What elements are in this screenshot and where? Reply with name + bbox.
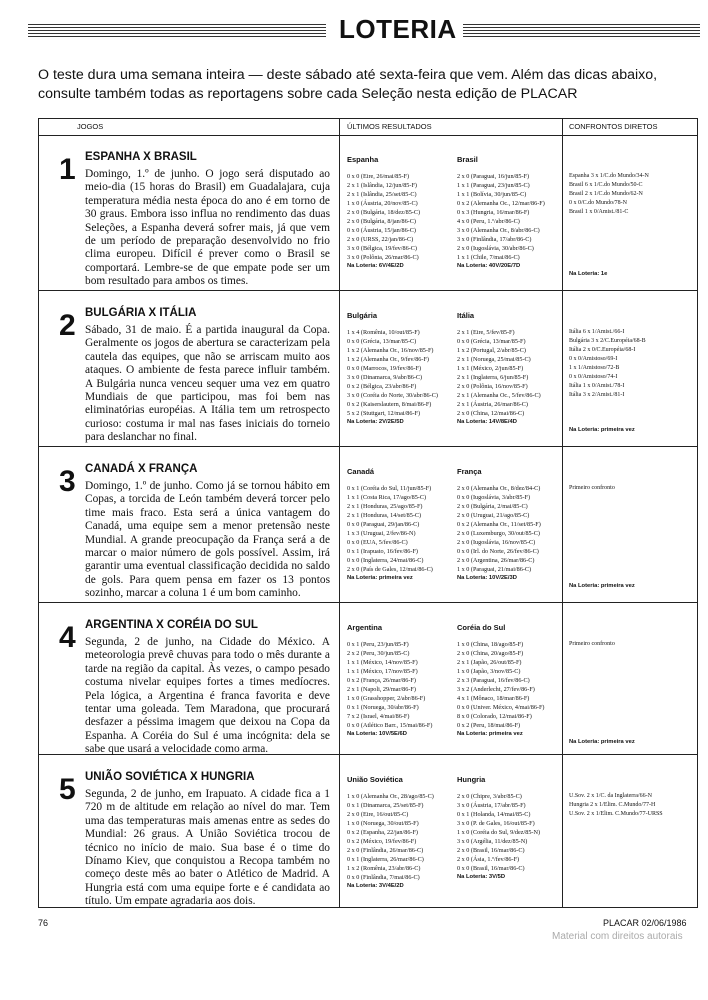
match-title: UNIÃO SOVIÉTICA X HUNGRIA — [85, 771, 255, 783]
result-line: 2 x 1 (Eire, 5/fev/85-F) — [457, 329, 515, 336]
team-a-name: Canadá — [347, 467, 375, 476]
confronto-line: 0 x 0/C.do Mundo/78-N — [569, 200, 628, 206]
result-line: 0 x 0 (Eire, 26/mai/85-F) — [347, 173, 410, 180]
team-a-name: Bulgária — [347, 311, 378, 320]
result-line: 1 x 1 (Costa Rica, 17/ago/85-C) — [347, 494, 427, 501]
team-a-name: União Soviética — [347, 775, 403, 784]
result-line: 1 x 2 (Alemanha Or., 9/fev/86-F) — [347, 356, 429, 363]
result-line: 1 x 1 (México, 14/nov/85-F) — [347, 659, 418, 666]
confrontos-list — [569, 328, 695, 400]
result-line: 0 x 2 (Espanha, 22/jan/86-F) — [347, 829, 418, 836]
confrontos-lottery: Na Loteria: 1e — [569, 271, 608, 277]
team-b-name: Itália — [457, 311, 475, 320]
result-line: 0 x 1 (Irapuato, 16/fev/86-F) — [347, 548, 418, 555]
result-line: 0 x 0 (Atlético Barr., 15/mai/86-F) — [347, 722, 433, 729]
result-line: 0 x 2 (México, 19/fev/86-F) — [347, 838, 417, 845]
team-a-lottery: Na Loteria: 2V/2E/5D — [347, 419, 404, 425]
result-line: 0 x 2 (Alemanha Oc., 12/mar/86-F) — [457, 200, 545, 207]
result-line: 0 x 1 (Coréia do Sul, 11/jun/85-F) — [347, 485, 432, 492]
result-line: 2 x 1 (Japão, 26/out/85-F) — [457, 659, 522, 666]
result-line: 1 x 0 (Paraguai, 21/mai/86-C) — [457, 566, 532, 573]
result-line: 0 x 1 (Peru, 23/jun/85-F) — [347, 641, 409, 648]
match-number: 5 — [59, 773, 76, 806]
col-confrontos: CONFRONTOS DIRETOS — [569, 122, 658, 131]
result-line: 0 x 0 (Marrocos, 19/fev/86-F) — [347, 365, 422, 372]
result-line: 0 x 1 (Holanda, 14/mai/85-C) — [457, 811, 531, 818]
result-line: 2 x 0 (Chipre, 3/abr/85-C) — [457, 793, 522, 800]
team-b-name: Brasil — [457, 155, 478, 164]
confronto-line: U.Sov. 2 x 1/Elim. C.Mundo/77-URSS — [569, 811, 663, 817]
result-line: 1 x 1 (México, 17/nov/85-F) — [347, 668, 418, 675]
result-line: 2 x 1 (Alemanha Oc., 5/fev/86-C) — [457, 392, 541, 399]
result-line: 2 x 1 (Islândia, 12/jun/85-F) — [347, 182, 417, 189]
team-b-name: Hungria — [457, 775, 486, 784]
match-number: 1 — [59, 153, 76, 186]
result-line: 2 x 1 (Áustria, 26/mar/86-C) — [457, 401, 528, 408]
header-rule-right — [456, 24, 700, 38]
confrontos-lottery: Na Loteria: primeira vez — [569, 427, 635, 433]
col-resultados: ÚLTIMOS RESULTADOS — [347, 122, 432, 131]
team-a-name: Espanha — [347, 155, 379, 164]
result-line: 0 x 0 (Iugoslávia, 3/abr/85-F) — [457, 494, 531, 501]
result-line: 2 x 0 (Bulgária, 8/jan/86-C) — [347, 218, 416, 225]
result-line: 4 x 1 (Mônaco, 18/mar/86-F) — [457, 695, 530, 702]
result-line: 0 x 1 (Noruega, 30/abr/86-F) — [347, 704, 419, 711]
team-a-results — [347, 172, 455, 271]
section-title: LOTERIA — [333, 14, 463, 45]
result-line: 5 x 2 (Stuttgart, 12/mai/86-F) — [347, 410, 421, 417]
team-b-lottery: Na Loteria: 10V/2E/3D — [457, 575, 517, 581]
match-number: 4 — [59, 621, 76, 654]
result-line: 1 x 2 (Portugal, 2/abr/85-C) — [457, 347, 526, 354]
result-line: 2 x 0 (Bulgária, 2/mai/85-C) — [457, 503, 528, 510]
match-row — [39, 135, 697, 291]
team-b-name: Coréia do Sul — [457, 623, 506, 632]
result-line: 0 x 0 (Grécia, 13/mar/85-C) — [347, 338, 417, 345]
page-number: 76 — [38, 918, 49, 928]
copyright-watermark: Material com direitos autorais — [552, 931, 683, 942]
result-line: 2 x 1 (Honduras, 25/ago/85-F) — [347, 503, 423, 510]
result-line: 2 x 0 (Iugoslávia, 30/abr/86-C) — [457, 245, 534, 252]
result-line: 1 x 3 (Uruguai, 2/fev/86-N) — [347, 530, 416, 537]
result-line: 0 x 0 (Áustria, 15/jan/86-C) — [347, 227, 416, 234]
team-a-results — [347, 792, 455, 891]
match-number: 3 — [59, 465, 76, 498]
match-title: CANADÁ X FRANÇA — [85, 463, 198, 475]
team-a-results — [347, 484, 455, 583]
result-line: 3 x 0 (P. de Gales, 16/out/85-F) — [457, 820, 535, 827]
result-line: 0 x 0 (Paraguai, 29/jan/86-C) — [347, 521, 420, 528]
result-line: 0 x 1 (Dinamarca, 25/set/85-F) — [347, 802, 424, 809]
table-header — [39, 119, 697, 136]
team-a-lottery: Na Loteria: 3V/4E/2D — [347, 883, 404, 889]
team-b-name: França — [457, 467, 482, 476]
team-b-results — [457, 484, 565, 583]
team-b-lottery: Na Loteria: 3V/5D — [457, 874, 505, 880]
result-line: 1 x 0 (Coréia do Sul, 9/dez/85-N) — [457, 829, 540, 836]
confronto-line: Primeiro confronto — [569, 641, 615, 647]
result-line: 1 x 0 (Áustria, 20/nov/85-C) — [347, 200, 418, 207]
result-line: 1 x 1 (Bolívia, 30/jun/85-C) — [457, 191, 527, 198]
result-line: 1 x 0 (Noruega, 30/out/85-F) — [347, 820, 419, 827]
result-line: 2 x 0 (URSS, 22/jan/86-C) — [347, 236, 414, 243]
confronto-line: Brasil 2 x 1/C.do Mundo/62-N — [569, 191, 643, 197]
result-line: 0 x 0 (Brasil, 16/mar/86-C) — [457, 865, 525, 872]
result-line: 2 x 3 (Paraguai, 16/fev/86-C) — [457, 677, 530, 684]
section-header — [28, 14, 700, 44]
match-description: Domingo, 1.º de junho. Como já se tornou hábito em Copas, a torcida de León também deverá torcer pelo time mais fraco. Esta será a única vantagem do Canadá, uma equipe sem a menor pretensão neste Mundial. A grande preocupação da França será a de marcar o maior número de gols possível. Assim, irá garantir uma eventual classificação decidida no saldo de gols. Para quem pensa em fazer os 13 pontos sozinho, marcar a coluna 1 é um bom caminho. — [85, 480, 330, 600]
result-line: 1 x 1 (México, 2/jun/85-F) — [457, 365, 524, 372]
confronto-line: Itália 3 x 2/Amist./81-I — [569, 392, 625, 398]
confrontos-list — [569, 172, 695, 217]
confronto-line: Brasil 1 x 0/Amist./81-C — [569, 209, 629, 215]
result-line: 3 x 2 (Anderlecht, 27/fev/86-F) — [457, 686, 535, 693]
confronto-line: Itália 1 x 0/Amist./78-I — [569, 383, 625, 389]
result-line: 2 x 0 (Bulgária, 18/dez/85-C) — [347, 209, 421, 216]
match-description: Segunda, 2 de junho, na Cidade do México. A meteorologia prevê chuvas para todo o mês durante a tarde na região da capital. Às vezes, o campo pesado costuma nivelar equipes fortes a times medíocres. Pela lógica, a Argentina é franca favorita e deve tentar uma goleada. Tem Maradona, que procurará desfazer a péssima imagem que deixou na Copa da Espanha. A Coréia do Sul é uma incógnita: dela se sabe que usará a velocidade como arma. — [85, 636, 330, 756]
result-line: 0 x 3 (Hungria, 16/mar/86-F) — [457, 209, 530, 216]
result-line: 1 x 2 (Alemanha Or., 16/nov/85-F) — [347, 347, 434, 354]
result-line: 2 x 1 (Noruega, 25/mai/85-C) — [457, 356, 531, 363]
team-b-lottery: Na Loteria: 40V/20E/7D — [457, 263, 521, 269]
result-line: 1 x 0 (Alemanha Or., 28/ago/85-C) — [347, 793, 434, 800]
team-a-lottery: Na Loteria: 6V/4E/2D — [347, 263, 404, 269]
result-line: 3 x 0 (Dinamarca, 9/abr/86-C) — [347, 374, 423, 381]
result-line: 3 x 0 (Coréia do Norte, 30/abr/86-C) — [347, 392, 438, 399]
col-jogos: JOGOS — [77, 122, 104, 131]
confrontos-list — [569, 792, 695, 819]
team-b-results — [457, 640, 565, 739]
result-line: 7 x 2 (Israel, 4/mai/86-F) — [347, 713, 410, 720]
result-line: 2 x 0 (Paraguai, 16/jun/85-F) — [457, 173, 530, 180]
header-rule-left — [28, 24, 326, 38]
confronto-line: 0 x 0/Amistoso/74-I — [569, 374, 618, 380]
result-line: 0 x 2 (Alemanha Or., 11/set/85-F) — [457, 521, 541, 528]
match-description: Sábado, 31 de maio. É a partida inaugural da Copa. Geralmente os jogos de abertura se caracterizam pela cautela das equipes, que não se arriscam muito aos ataques. O ambiente de festa parece influir também. A Bulgária nunca venceu sequer uma vez em quatro Mundiais de que participou, mas foi bem nas eliminatórias européias. A Itália tem um retrospecto curioso: costuma ir mal nas fases iniciais do torneio para deslanchar no final. — [85, 324, 330, 444]
result-line: 2 x 2 (Peru, 30/jun/85-C) — [347, 650, 410, 657]
result-line: 3 x 0 (Finlândia, 17/abr/86-C) — [457, 236, 532, 243]
result-line: 1 x 0 (Japão, 3/nov/85-C) — [457, 668, 521, 675]
result-line: 0 x 0 (Finlândia, 7/mai/86-C) — [347, 874, 420, 881]
result-line: 0 x 1 (Inglaterra, 26/mar/86-C) — [347, 856, 424, 863]
match-row — [39, 291, 697, 447]
result-line: 0 x 0 (Irl. do Norte, 26/fev/86-C) — [457, 548, 539, 555]
match-row — [39, 447, 697, 603]
result-line: 1 x 0 (Grasshopper, 2/abr/86-F) — [347, 695, 426, 702]
match-description: Segunda, 2 de junho, em Irapuato. A cidade fica a 1 720 m de altitude em relação ao nível do mar. Tem uma das temperaturas mais amenas entre as sedes do Mundial: 26 graus. A União Soviética trocou de técnico no início de maio. Sua base é o time do Dínamo Kiev, que conquistou a Recopa também no começo deste mês ao bater o Atlético de Madrid. A Hungria está com uma equipe forte e é candidata ao título. Um empate agradaria aos dois. — [85, 788, 330, 908]
confronto-line: Itália 6 x 1/Amist./66-I — [569, 329, 625, 335]
match-number: 2 — [59, 309, 76, 342]
result-line: 3 x 0 (Alemanha Or., 8/abr/86-C) — [457, 227, 540, 234]
result-line: 2 x 0 (China, 12/mai/86-C) — [457, 410, 525, 417]
confronto-line: Bulgária 3 x 2/C.Européia/68-B — [569, 338, 646, 344]
team-a-results — [347, 640, 455, 739]
result-line: 0 x 0 (Univer. México, 4/mai/86-F) — [457, 704, 545, 711]
result-line: 1 x 2 (Romênia, 23/abr/86-C) — [347, 865, 421, 872]
confronto-line: U.Sov. 2 x 1/C. da Inglaterra/66-N — [569, 793, 652, 799]
confrontos-lottery: Na Loteria: primeira vez — [569, 739, 635, 745]
result-line: 0 x 2 (França, 26/mar/86-F) — [347, 677, 416, 684]
confronto-line: Brasil 6 x 1/C.do Mundo/50-C — [569, 182, 643, 188]
match-row — [39, 603, 697, 755]
result-line: 2 x 0 (Alemanha Or., 8/dez/84-C) — [457, 485, 541, 492]
confronto-line: Itália 2 x 0/C.Européia/68-I — [569, 347, 636, 353]
result-line: 2 x 0 (Brasil, 16/mar/86-C) — [457, 847, 525, 854]
match-title: BULGÁRIA X ITÁLIA — [85, 307, 197, 319]
result-line: 0 x 0 (Grécia, 13/mar/85-F) — [457, 338, 526, 345]
confrontos-lottery: Na Loteria: primeira vez — [569, 583, 635, 589]
confrontos-list — [569, 640, 695, 649]
result-line: 2 x 0 (China, 20/ago/85-F) — [457, 650, 524, 657]
confronto-line: 1 x 1/Amistoso/72-B — [569, 365, 620, 371]
result-line: 2 x 0 (Argentina, 26/mar/86-C) — [457, 557, 535, 564]
result-line: 2 x 0 (País de Gales, 12/mai/86-C) — [347, 566, 433, 573]
team-b-results — [457, 172, 565, 271]
result-line: 0 x 0 (EUA, 5/fev/86-C) — [347, 539, 408, 546]
intro-text: O teste dura uma semana inteira — deste sábado até sexta-feira que vem. Além das dicas abaixo, consulte também todas as reportagens sobre cada Seleção nesta edição de PLACAR — [38, 67, 658, 102]
confronto-line: Espanha 3 x 1/C.do Mundo/34-N — [569, 173, 649, 179]
lottery-table — [38, 118, 698, 908]
match-row — [39, 755, 697, 907]
result-line: 3 x 0 (Áustria, 17/abr/85-F) — [457, 802, 526, 809]
result-line: 3 x 0 (Argélia, 11/dez/85-N) — [457, 838, 528, 845]
result-line: 0 x 0 (Inglaterra, 24/mai/86-C) — [347, 557, 424, 564]
result-line: 3 x 0 (Polônia, 26/mar/86-C) — [347, 254, 419, 261]
confronto-line: Hungria 2 x 1/Elim. C.Mundo/77-H — [569, 802, 656, 808]
team-a-lottery: Na Loteria: primeira vez — [347, 575, 413, 581]
result-line: 1 x 1 (Paraguai, 23/jun/85-C) — [457, 182, 530, 189]
confronto-line: Primeiro confronto — [569, 485, 615, 491]
publication-date: PLACAR 02/06/1986 — [603, 918, 687, 928]
confrontos-list — [569, 484, 695, 493]
result-line: 2 x 1 (Islândia, 25/set/85-C) — [347, 191, 417, 198]
result-line: 1 x 1 (Chile, 7/mai/86-C) — [457, 254, 520, 261]
result-line: 2 x 0 (Ásia, 1.º/fev/86-F) — [457, 856, 520, 863]
result-line: 2 x 0 (Polônia, 16/nov/85-F) — [457, 383, 528, 390]
team-b-results — [457, 792, 565, 882]
result-line: 8 x 0 (Colorado, 12/mai/86-F) — [457, 713, 532, 720]
team-b-lottery: Na Loteria: 14V/8E/4D — [457, 419, 517, 425]
match-title: ESPANHA X BRASIL — [85, 151, 197, 163]
team-a-results — [347, 328, 455, 427]
team-b-results — [457, 328, 565, 427]
result-line: 4 x 0 (Peru, 1.º/abr/86-C) — [457, 218, 520, 225]
match-description: Domingo, 1.º de junho. O jogo será disputado ao meio-dia (15 horas do Brasil) em Guadalajara, cuja temperatura média nesta época do ano é em torno de 30 graus. Embora isso influa no rendimento das duas Seleções, a Espanha deverá sofrer mais, já que vem de um período de preparação desenvolvido no frio clima europeu. Difícil é prever como o Brasil se comportará. Lembre-se de que empate pode ser um bom resultado para ambos os times. — [85, 168, 330, 288]
result-line: 0 x 2 (Peru, 18/mai/86-F) — [457, 722, 521, 729]
result-line: 1 x 4 (Romênia, 10/out/85-F) — [347, 329, 420, 336]
team-a-lottery: Na Loteria: 10V/5E/6D — [347, 731, 407, 737]
result-line: 2 x 0 (Iugoslávia, 16/nov/85-C) — [457, 539, 536, 546]
confronto-line: 0 x 0/Amistoso/69-I — [569, 356, 618, 362]
result-line: 3 x 0 (Bélgica, 19/fev/86-C) — [347, 245, 417, 252]
result-line: 2 x 0 (Eire, 16/out/85-C) — [347, 811, 409, 818]
result-line: 0 x 2 (Bélgica, 23/abr/86-F) — [347, 383, 417, 390]
match-title: ARGENTINA X CORÉIA DO SUL — [85, 619, 258, 631]
result-line: 2 x 1 (Napoli, 29/mar/86-F) — [347, 686, 416, 693]
team-b-lottery: Na Loteria: primeira vez — [457, 731, 523, 737]
result-line: 2 x 1 (Inglaterra, 6/jun/85-F) — [457, 374, 529, 381]
result-line: 0 x 2 (Kaiserslautern, 8/mai/86-F) — [347, 401, 432, 408]
result-line: 2 x 1 (Honduras, 14/set/85-C) — [347, 512, 422, 519]
result-line: 1 x 0 (China, 18/ago/85-F) — [457, 641, 524, 648]
result-line: 2 x 0 (Uruguai, 21/ago/85-C) — [457, 512, 530, 519]
result-line: 2 x 0 (Finlândia, 26/mar/86-C) — [347, 847, 424, 854]
team-a-name: Argentina — [347, 623, 383, 632]
result-line: 2 x 0 (Luxemburgo, 30/out/85-C) — [457, 530, 540, 537]
